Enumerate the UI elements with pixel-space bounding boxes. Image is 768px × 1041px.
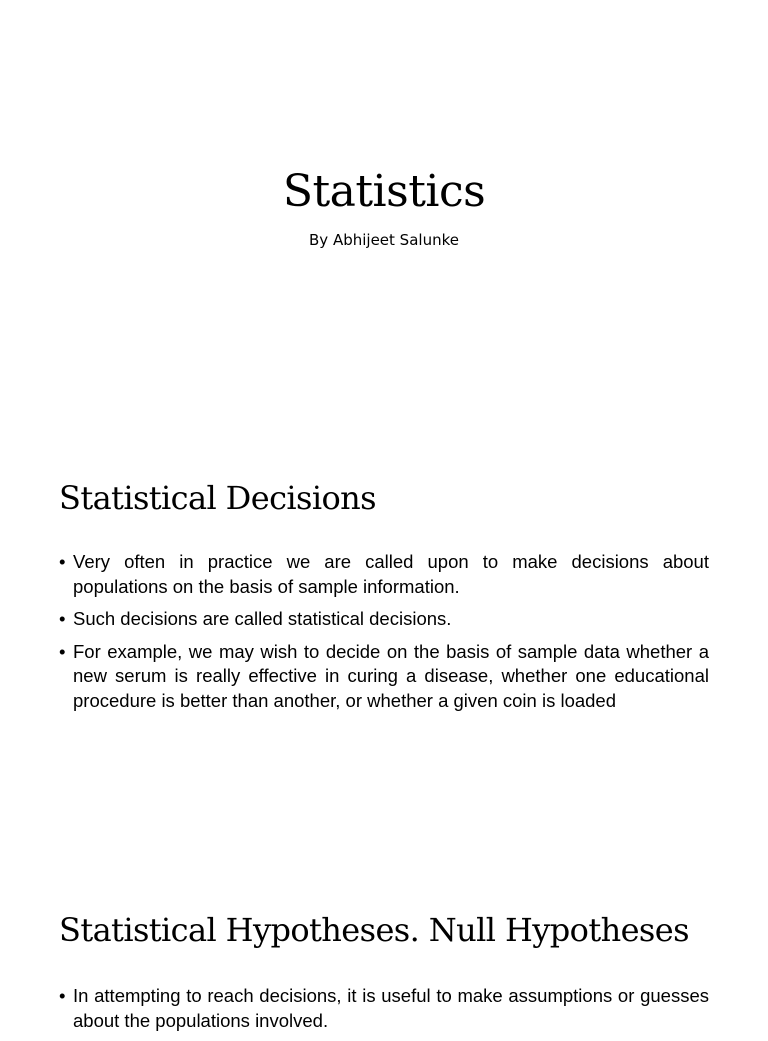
presentation-title: Statistics xyxy=(282,166,486,217)
slide-heading: Statistical Hypotheses. Null Hypotheses xyxy=(59,911,689,949)
bullet-item: • Very often in practice we are called upon to make decisions about populations on the basis of sample information. xyxy=(59,550,709,599)
slide-heading: Statistical Decisions xyxy=(59,479,376,517)
slide-statistical-hypotheses xyxy=(0,864,768,1031)
bullet-item: • Such decisions are called statistical decisions. xyxy=(59,607,709,632)
bullet-list xyxy=(59,550,709,721)
presentation-author: By Abhijeet Salunke xyxy=(309,231,459,249)
bullet-list xyxy=(59,984,709,1041)
title-slide xyxy=(0,0,768,430)
bullet-item: • In attempting to reach decisions, it is useful to make assumptions or guesses about the populations involved. xyxy=(59,984,709,1033)
slide-statistical-decisions xyxy=(0,430,768,864)
bullet-item: • For example, we may wish to decide on the basis of sample data whether a new serum is really effective in curing a disease, whether one educational procedure is better than another, or whether a given coin is loaded xyxy=(59,640,709,714)
